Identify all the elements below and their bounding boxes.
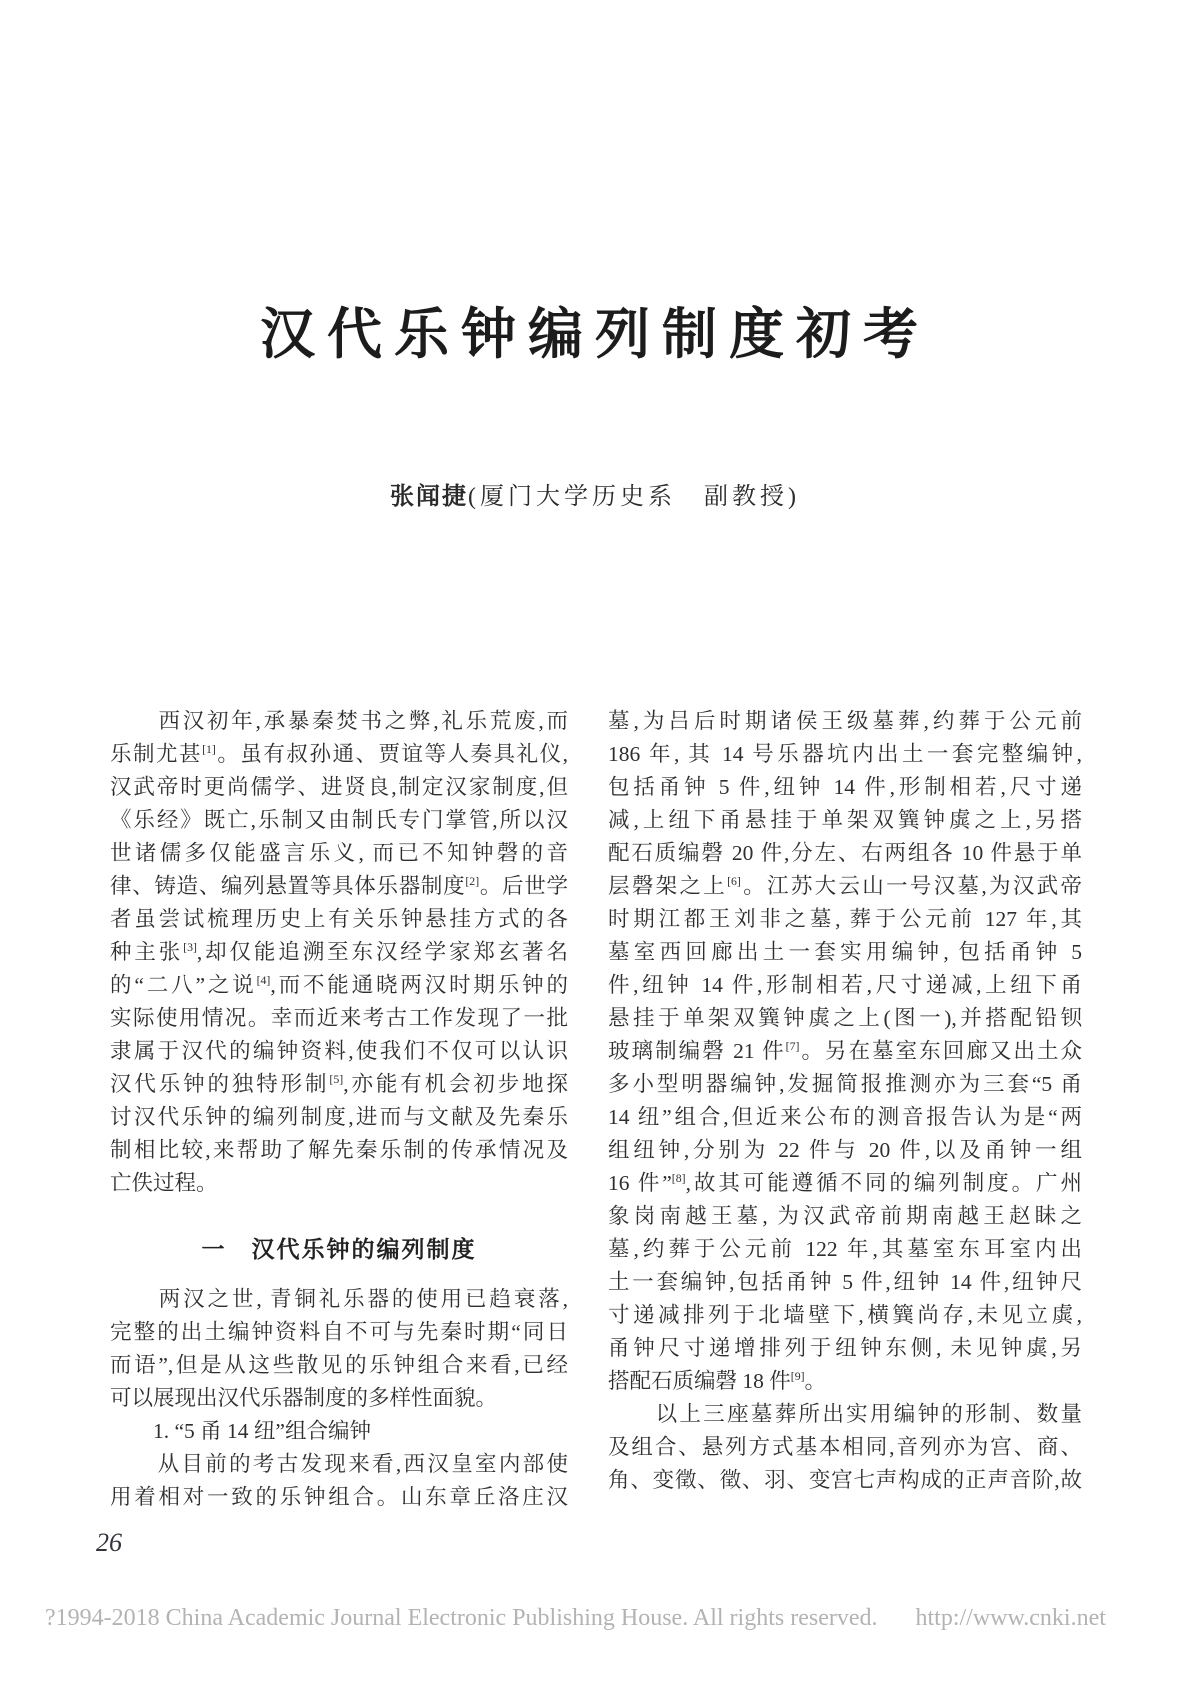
text-line: 以上三座墓葬所出实用编钟的形制、数量 xyxy=(608,1402,1082,1426)
text-line: 配石质编磬 20 件,分左、右两组各 10 件悬于单 xyxy=(608,841,1082,865)
text-line: 西汉初年,承暴秦焚书之弊,礼乐荒废,而 xyxy=(110,709,568,733)
text-line: 讨汉代乐钟的编列制度,进而与文献及先秦乐 xyxy=(110,1105,568,1129)
text-line: 墓,约葬于公元前 122 年,其墓室东耳室内出 xyxy=(608,1237,1082,1261)
text-line: 《乐经》既亡,乐制又由制氏专门掌管,所以汉 xyxy=(110,808,568,832)
text-line: 墓,为吕后时期诸侯王级墓葬,约葬于公元前 xyxy=(608,709,1082,733)
text-line: 搭配石质编磬 18 件[9]。 xyxy=(608,1368,827,1393)
text-line: 角、变徵、徵、羽、变宫七声构成的正声音阶,故 xyxy=(608,1468,1082,1492)
text-line: 汉武帝时更尚儒学、进贤良,制定汉家制度,但 xyxy=(110,775,568,799)
text-line: 律、铸造、编列悬置等具体乐器制度[2]。后世学 xyxy=(110,873,568,898)
text-line: 时期江都王刘非之墓, 葬于公元前 127 年,其 xyxy=(608,907,1082,931)
text-line: 玻璃制编磬 21 件[7]。另在墓室东回廊又出土众 xyxy=(608,1038,1082,1063)
footer xyxy=(45,1604,1145,1632)
text-line: 土一套编钟,包括甬钟 5 件,纽钟 14 件,纽钟尺 xyxy=(608,1270,1082,1294)
text-line: 减,上纽下甬悬挂于单架双簨钟虡之上,另搭 xyxy=(608,808,1082,832)
text-line: 世诸儒多仅能盛言乐义, 而已不知钟磬的音 xyxy=(110,841,568,865)
text-line: 悬挂于单架双簨钟虡之上(图一),并搭配铅钡 xyxy=(608,1006,1082,1030)
text-line: 多小型明器编钟,发掘简报推测亦为三套“5 甬 xyxy=(608,1072,1082,1096)
text-line: 亡佚过程。 xyxy=(110,1171,218,1195)
footer-url: http://www.cnki.net xyxy=(915,1605,1106,1631)
text-line: 层磬架之上[6]。江苏大云山一号汉墓,为汉武帝 xyxy=(608,873,1082,898)
text-line: 而语”,但是从这些散见的乐钟组合来看,已经 xyxy=(110,1353,568,1377)
author-affiliation: (厦门大学历史系 副教授) xyxy=(468,484,800,510)
section-heading: 一 汉代乐钟的编列制度 xyxy=(201,1236,477,1262)
text-line: 从目前的考古发现来看,西汉皇室内部使 xyxy=(110,1452,568,1476)
item-heading: 1. “5 甬 14 纽”组合编钟 xyxy=(110,1419,371,1443)
text-line: 象岗南越王墓, 为汉武帝前期南越王赵眛之 xyxy=(608,1204,1082,1228)
text-line: 者虽尝试梳理历史上有关乐钟悬挂方式的各 xyxy=(110,907,568,931)
text-line: 墓室西回廊出土一套实用编钟, 包括甬钟 5 xyxy=(608,940,1082,964)
text-line: 甬钟尺寸递增排列于纽钟东侧, 未见钟虡,另 xyxy=(608,1336,1082,1360)
text-line: 隶属于汉代的编钟资料,使我们不仅可以认识 xyxy=(110,1039,568,1063)
left-column xyxy=(110,705,568,1514)
text-line: 及组合、悬列方式基本相同,音列亦为宫、商、 xyxy=(608,1435,1082,1459)
author-name: 张闻捷 xyxy=(390,483,468,510)
text-line: 组纽钟,分别为 22 件与 20 件,以及甬钟一组 xyxy=(608,1138,1082,1162)
right-column xyxy=(608,705,1082,1497)
page-number: 26 xyxy=(96,1528,122,1557)
text-line: 可以展现出汉代乐器制度的多样性面貌。 xyxy=(110,1386,498,1410)
text-line: 14 纽”组合,但近来公布的测音报告认为是“两 xyxy=(608,1105,1082,1129)
text-line: 完整的出土编钟资料自不可与先秦时期“同日 xyxy=(110,1320,568,1344)
text-line: 件,纽钟 14 件,形制相若,尺寸递减,上纽下甬 xyxy=(608,973,1082,997)
text-line: 实际使用情况。幸而近来考古工作发现了一批 xyxy=(110,1006,568,1030)
text-line: 汉代乐钟的独特形制[5],亦能有机会初步地探 xyxy=(110,1071,568,1096)
text-line: 寸递减排列于北墙壁下,横簨尚存,未见立虡, xyxy=(608,1303,1082,1327)
text-line: 乐制尤甚[1]。虽有叔孙通、贾谊等人奏具礼仪, xyxy=(110,741,568,766)
text-line: 的“二八”之说[4],而不能通晓两汉时期乐钟的 xyxy=(110,972,568,997)
author-line xyxy=(0,482,1190,512)
text-line: 制相比较,来帮助了解先秦乐制的传承情况及 xyxy=(110,1138,568,1162)
footer-copyright: ?1994-2018 China Academic Journal Electronic Publishing House. All rights reserved. xyxy=(45,1605,878,1631)
text-line: 种主张[3],却仅能追溯至东汉经学家郑玄著名 xyxy=(110,939,568,964)
page-title: 汉代乐钟编列制度初考 xyxy=(259,304,930,365)
text-line: 包括甬钟 5 件,纽钟 14 件,形制相若,尺寸递 xyxy=(608,775,1082,799)
text-line: 186 年, 其 14 号乐器坑内出土一套完整编钟, xyxy=(608,742,1082,766)
text-line: 16 件”[8],故其可能遵循不同的编列制度。广州 xyxy=(608,1170,1082,1195)
text-line: 用着相对一致的乐钟组合。山东章丘洛庄汉 xyxy=(110,1485,568,1509)
text-line: 两汉之世, 青铜礼乐器的使用已趋衰落, xyxy=(110,1287,568,1311)
